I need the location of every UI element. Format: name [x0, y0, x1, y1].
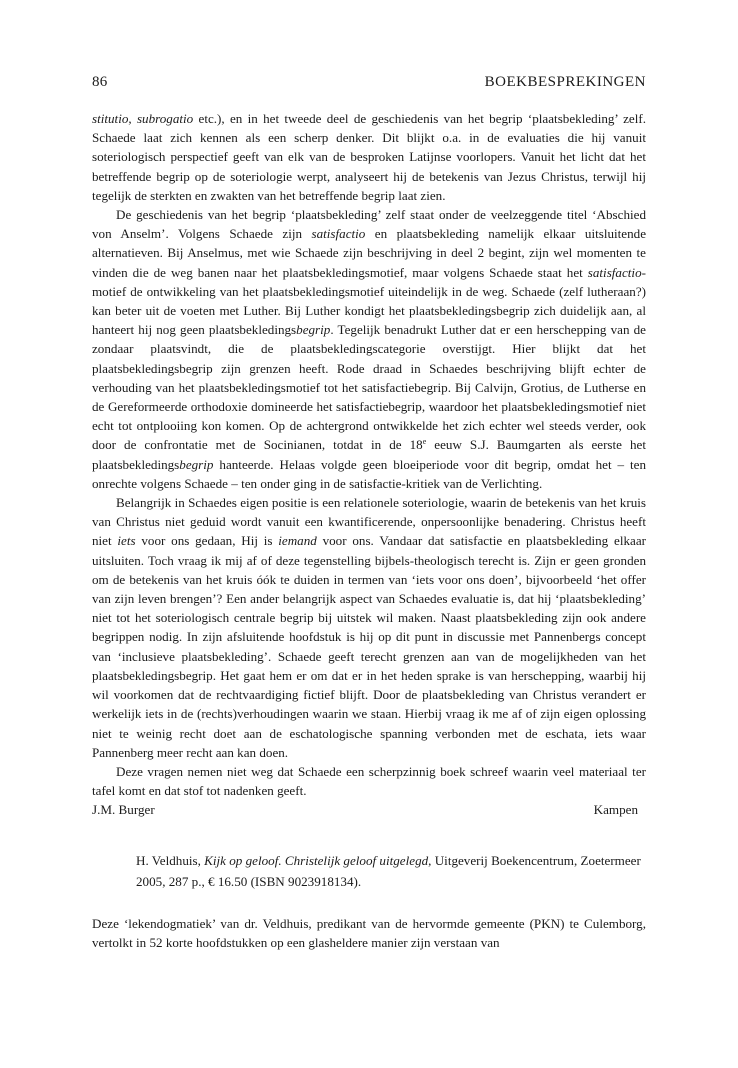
review-body	[92, 109, 646, 800]
reviewer-signature	[92, 800, 646, 819]
section-title: BOEKBESPREKINGEN	[484, 74, 646, 90]
next-review-body	[92, 914, 646, 952]
book-citation: H. Veldhuis, Kijk op geloof. Christelijk geloof uitgelegd, Uitgeverij Boekencentrum, Zoetermeer 2005, 287 p., € 16.50 (ISBN 9023918134).	[136, 852, 641, 889]
next-review-paragraph: Deze ‘lekendogmatiek’ van dr. Veldhuis, predikant van de hervormde gemeente (PKN) te Culemborg, vertolkt in 52 korte hoofdstukken op een glasheldere manier zijn verstaan van	[92, 915, 646, 950]
page-number: 86	[92, 74, 108, 90]
paragraph-2: De geschiedenis van het begrip ‘plaatsbekleding’ zelf staat onder de veelzeggende titel ‘Abschied von Anselm’. Volgens Schaede zijn satisfactio en plaatsbekleding namelijk elkaar uitsluitende alternatieven. Bij Anselmus, met wie Schaede zijn beschrijving in deel 2 begint, zijn wel momenten te vinden die de weg banen naar het plaatsbekledingsmotief, maar volgens Schaede staat het satisfactio-motief de ontwikkeling van het plaatsbekledingsmotief uiteindelijk in de weg. Schaede (zelf lutheraan?) kan beter uit de voeten met Luther. Bij Luther kondigt het plaatsbekledingsbegrip zich duidelijk aan, al hanteert hij nog geen plaatsbekledingsbegrip. Tegelijk benadrukt Luther dat er een herschepping van de zondaar plaatsvindt, die de plaatsbekledingscategorie overstijgt. Hier blijkt dat het plaatsbekledingsbegrip zijn grenzen heeft. Rode draad in Schaedes beschrijving blijft echter de verhouding van het plaatsbekledingsmotief tot het satisfactiebegrip. Bij Calvijn, Grotius, de Lutherse en de Gereformeerde orthodoxie domineerde het satisfactiebegrip, waardoor het plaatsbekledingsmotief niet echt tot ontplooiing kon komen. Op de achtergrond ontwikkelde het zich echter wel steeds verder, ook door de confrontatie met de Socinianen, totdat in de 18e eeuw S.J. Baumgarten als eerste het plaatsbekledingsbegrip hanteerde. Helaas volgde geen bloeiperiode voor dit begrip, omdat het – ten onrechte volgens Schaede – ten onder ging in de satisfactie-kritiek van de Verlichting.	[92, 207, 647, 491]
running-head	[92, 74, 646, 91]
paragraph-4: Deze vragen nemen niet weg dat Schaede een scherpzinnig boek schreef waarin veel materiaal ter tafel komt en dat stof tot nadenken geeft.	[92, 763, 646, 799]
paragraph-3: Belangrijk in Schaedes eigen positie is een relationele soteriologie, waarin de betekenis van het kruis van Christus niet geduid wordt vanuit een kwantificerende, onpersoonlijke benadering. Christus heeft niet iets voor ons gedaan, Hij is iemand voor ons. Vandaar dat satisfactie en plaatsbekleding elkaar uitsluiten. Toch vraag ik mij af of deze tegenstelling bijbels-theologisch terecht is. Zijn er geen gronden om de betekenis van het kruis óók te duiden in termen van ‘iets voor ons doen’, bijvoorbeeld ‘het offer van zijn leven brengen’? Een ander belangrijk aspect van Schaedes evaluatie is, dat hij ‘plaatsbekleding’ niet tot het soteriologisch centrale begrip bij uitstek wil maken. Naast plaatsbekleding zijn ook andere begrippen nodig. In zijn afsluitende hoofdstuk is hij op dit punt in discussie met Pannenbergs concept van ‘inclusieve plaatsbekleding’. Schaede geeft terecht grenzen aan van de mogelijkheden van het plaatsbekledingsbegrip. Het gaat hem er om dat er in het heden sprake is van herschepping, waarbij hij wil voorkomen dat de rechtvaardiging fictief blijft. Door de plaatsbekleding van Christus verandert er werkelijk iets in de (rechts)verhoudingen waarin we staan. Hierbij vraag ik me af of zijn eigen oplossing niet te weinig recht doet aan de eschatologische spanning verbonden met de eschata, iets waar Pannenberg meer recht aan kan doen.	[92, 495, 646, 760]
reviewer-location: Kampen	[593, 802, 638, 818]
reviewer-name: J.M. Burger	[92, 802, 155, 818]
paragraph-1: stitutio, subrogatio etc.), en in het tweede deel de geschiedenis van het begrip ‘plaatsbekleding’ zelf. Schaede laat zich kennen als een scherp denker. Dit blijkt o.a. in de evaluaties die hij vanuit soteriologisch perspectief geeft van elk van de besproken Latijnse voorlopers. Vanuit het licht dat het betreffende begrip op de soteriologie werpt, analyseert hij de betekenis van Jezus Christus, terwijl hij tegelijk de sterkten en zwakten van het betreffende begrip laat zien.	[92, 111, 646, 203]
page	[92, 74, 646, 952]
